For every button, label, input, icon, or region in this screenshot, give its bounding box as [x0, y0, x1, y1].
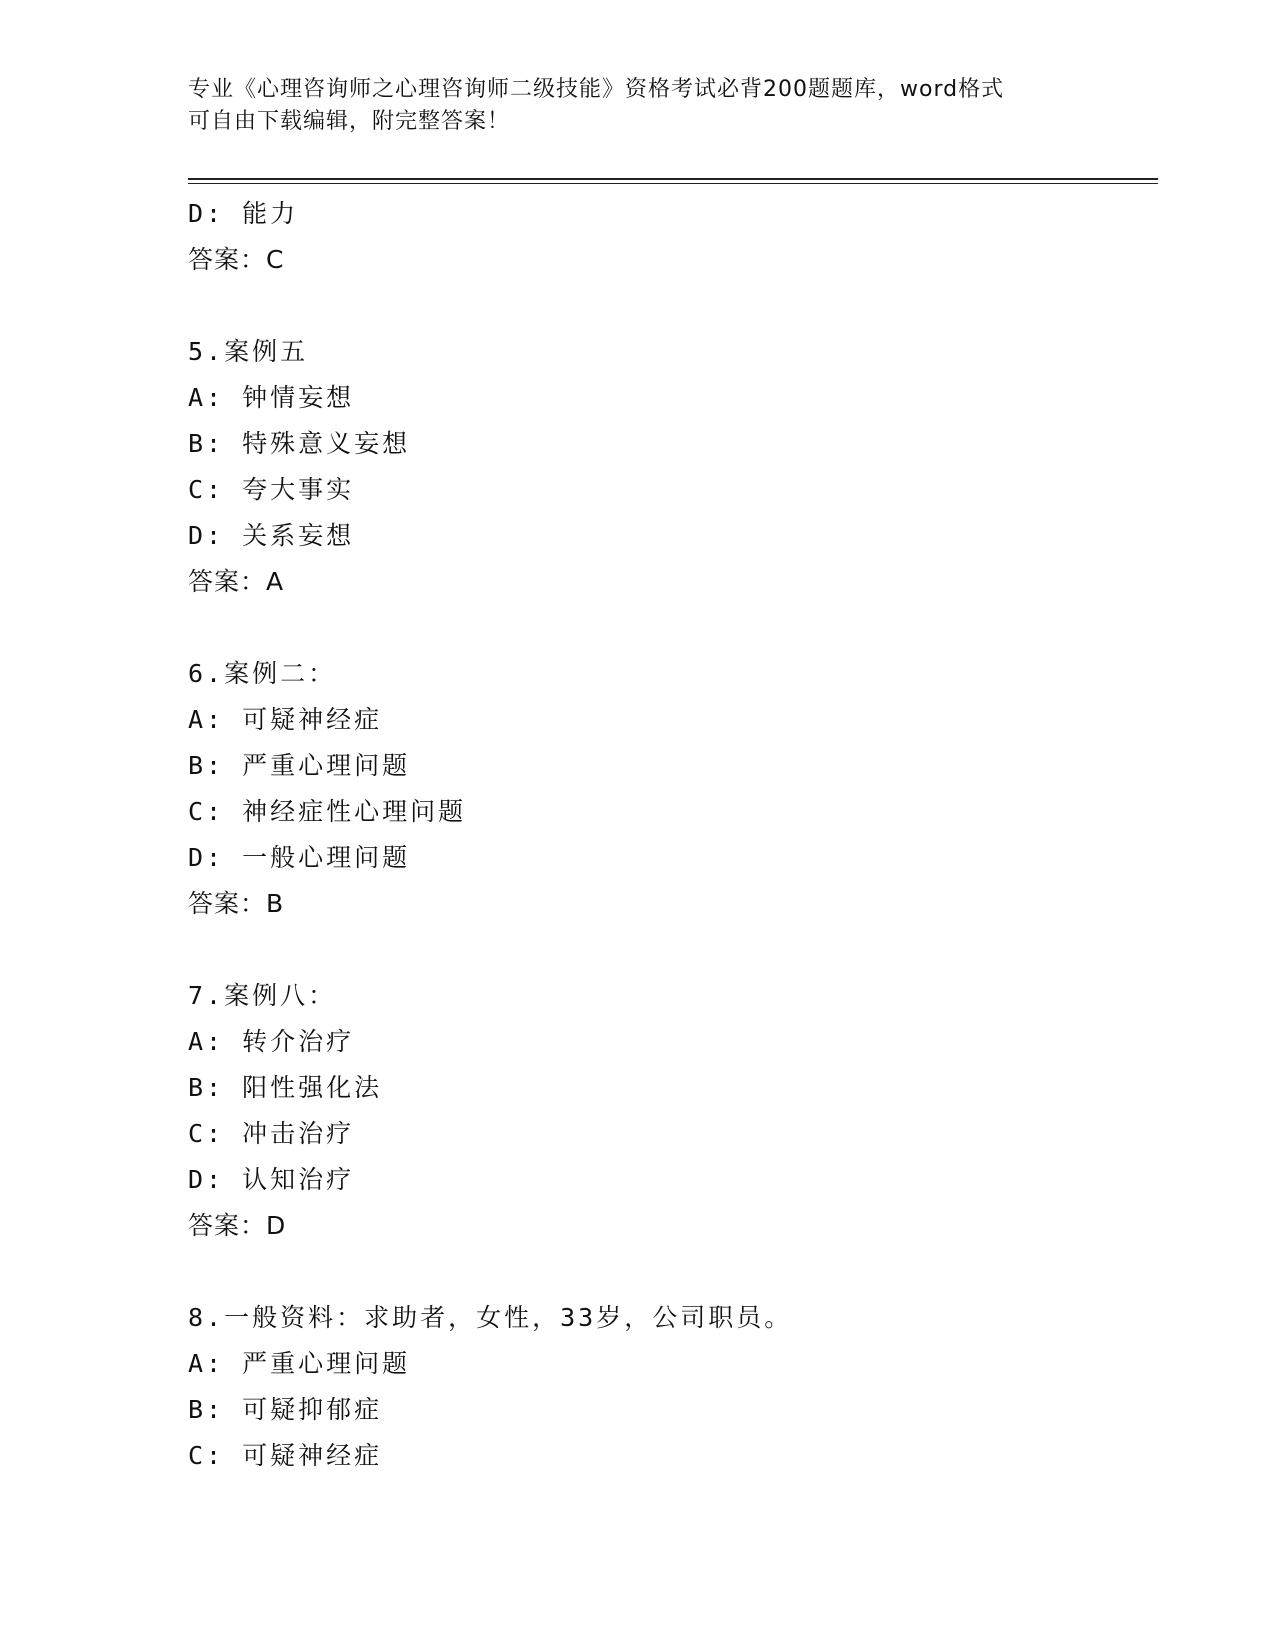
question-list: [188, 191, 1158, 1479]
option-b: B: 特殊意义妄想: [188, 429, 411, 458]
option-a: A: 钟情妄想: [188, 383, 355, 412]
question-stem: 5.案例五: [188, 337, 309, 366]
answer-line: 答案：A: [188, 567, 285, 596]
option-b: B: 严重心理问题: [188, 751, 411, 780]
question-8: [188, 1295, 1158, 1479]
option-d: D: 认知治疗: [188, 1165, 355, 1194]
answer-line: 答案：D: [188, 1211, 287, 1240]
option-a: A: 可疑神经症: [188, 705, 383, 734]
question-stem: 6.案例二：: [188, 659, 337, 688]
option-a: A: 严重心理问题: [188, 1349, 411, 1378]
spacer: [188, 1249, 1158, 1295]
option-c: C: 冲击治疗: [188, 1119, 355, 1148]
spacer: [188, 283, 1158, 329]
question-7: [188, 973, 1158, 1249]
spacer: [188, 927, 1158, 973]
answer-line: 答案：B: [188, 889, 285, 918]
question-6: [188, 651, 1158, 927]
header-divider-thick: [188, 178, 1158, 180]
document-header: [188, 74, 1088, 138]
option-c: C: 可疑神经症: [188, 1441, 383, 1470]
header-title-line-1: 专业《心理咨询师之心理咨询师二级技能》资格考试必背200题题库，word格式: [188, 77, 1005, 102]
spacer: [188, 605, 1158, 651]
header-divider-thin: [188, 183, 1158, 184]
option-c: C: 神经症性心理问题: [188, 797, 467, 826]
option-b: B: 可疑抑郁症: [188, 1395, 383, 1424]
question-4-continued: [188, 191, 1158, 283]
answer-line: 答案：C: [188, 245, 285, 274]
option-d: D: 关系妄想: [188, 521, 355, 550]
option-a: A: 转介治疗: [188, 1027, 355, 1056]
question-stem: 7.案例八：: [188, 981, 337, 1010]
question-stem: 8.一般资料：求助者，女性，33岁，公司职员。: [188, 1303, 793, 1332]
option-b: B: 阳性强化法: [188, 1073, 383, 1102]
question-5: [188, 329, 1158, 605]
option-d: D: 能力: [188, 199, 299, 228]
header-title-line-2: 可自由下载编辑，附完整答案！: [188, 109, 511, 134]
option-c: C: 夸大事实: [188, 475, 355, 504]
option-d: D: 一般心理问题: [188, 843, 411, 872]
